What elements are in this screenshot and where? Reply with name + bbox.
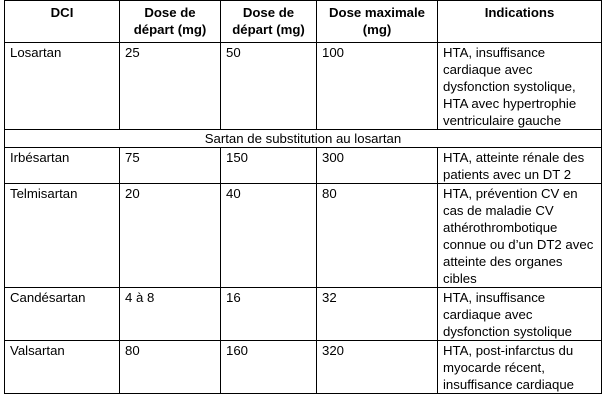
- table-row: [5, 341, 602, 394]
- sartan-dosage-table: [4, 0, 602, 394]
- table-row: [5, 148, 602, 184]
- cell-dci: Telmisartan: [5, 184, 120, 288]
- header-dose-depart-2: Dose de départ (mg): [221, 1, 317, 43]
- table-row: [5, 184, 602, 288]
- cell-dose-2: 160: [221, 341, 317, 394]
- cell-dose-1: 75: [120, 148, 221, 184]
- section-label: Sartan de substitution au losartan: [5, 130, 602, 148]
- cell-indications: HTA, post-infarctus du myocarde récent, insuffisance cardiaque: [438, 341, 602, 394]
- cell-dose-max: 320: [317, 341, 438, 394]
- table-row: [5, 288, 602, 341]
- cell-dose-2: 16: [221, 288, 317, 341]
- table-header-row: [5, 1, 602, 43]
- cell-dose-max: 100: [317, 43, 438, 130]
- table-row: [5, 43, 602, 130]
- cell-indications: HTA, insuffisance cardiaque avec dysfonction systolique, HTA avec hypertrophie ventriculaire gauche: [438, 43, 602, 130]
- cell-indications: HTA, insuffisance cardiaque avec dysfonction systolique: [438, 288, 602, 341]
- section-row: [5, 130, 602, 148]
- cell-dci: Valsartan: [5, 341, 120, 394]
- cell-dose-max: 32: [317, 288, 438, 341]
- cell-dose-max: 80: [317, 184, 438, 288]
- cell-dose-1: 25: [120, 43, 221, 130]
- cell-dci: Losartan: [5, 43, 120, 130]
- cell-dose-1: 20: [120, 184, 221, 288]
- cell-indications: HTA, prévention CV en cas de maladie CV athérothrombotique connue ou d’un DT2 avec atteinte des organes cibles: [438, 184, 602, 288]
- header-indications: Indications: [438, 1, 602, 43]
- header-dci: DCI: [5, 1, 120, 43]
- cell-dose-max: 300: [317, 148, 438, 184]
- cell-dci: Irbésartan: [5, 148, 120, 184]
- cell-indications: HTA, atteinte rénale des patients avec un DT 2: [438, 148, 602, 184]
- cell-dose-1: 80: [120, 341, 221, 394]
- cell-dose-1: 4 à 8: [120, 288, 221, 341]
- header-dose-maximale: Dose maximale (mg): [317, 1, 438, 43]
- cell-dci: Candésartan: [5, 288, 120, 341]
- cell-dose-2: 40: [221, 184, 317, 288]
- cell-dose-2: 50: [221, 43, 317, 130]
- header-dose-depart-1: Dose de départ (mg): [120, 1, 221, 43]
- cell-dose-2: 150: [221, 148, 317, 184]
